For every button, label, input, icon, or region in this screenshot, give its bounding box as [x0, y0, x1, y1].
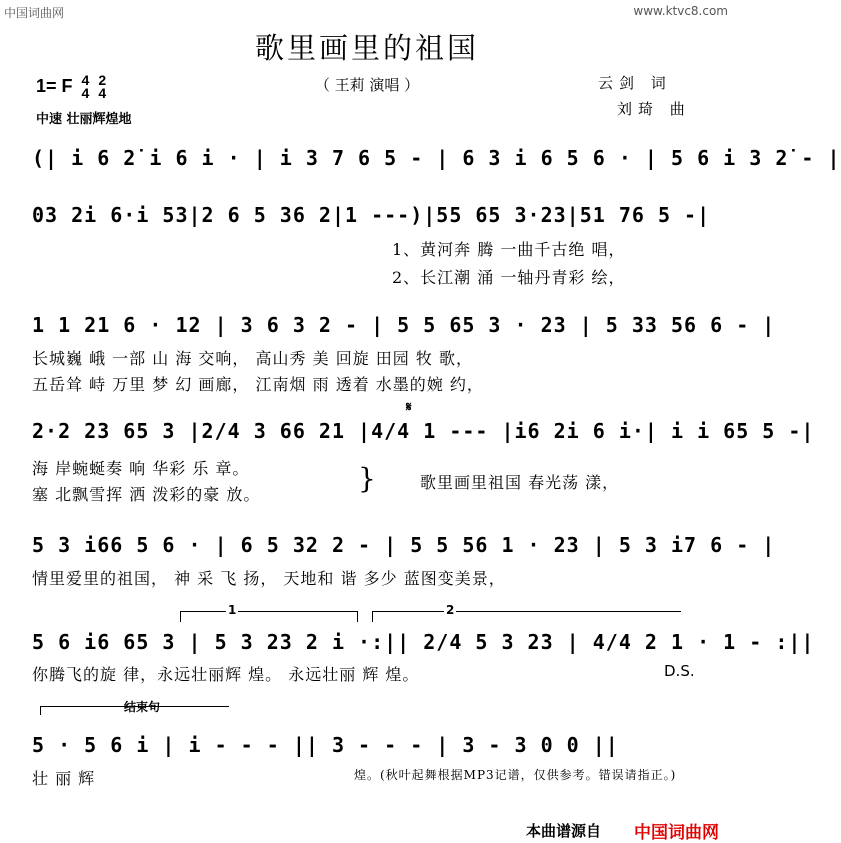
ending-label: 结束句: [124, 700, 161, 714]
time-signature-b: 2 4: [98, 72, 107, 101]
lyric-line-5: 情里爱里的祖国， 神 采 飞 扬， 天地和 谐 多少 蓝图变美景，: [32, 569, 506, 588]
time-signature-a: 4 4: [81, 72, 90, 101]
notation-line-7: 5 · 5 6 i | i - - - || 3 - - - | 3 - 3 0 0 ||: [32, 733, 619, 757]
lyric-line-7-start: 壮 丽 辉: [32, 769, 96, 788]
lyric-line-4-verse-2: 塞 北飘雪挥 洒 泼彩的豪 放。: [32, 485, 261, 504]
volta-2-label: 2: [446, 603, 455, 617]
watermark-left: 中国词曲网: [4, 6, 65, 20]
footer-site-link[interactable]: 中国词曲网: [634, 823, 719, 843]
key-label: 1= F: [36, 75, 73, 96]
lyric-line-6: 你腾飞的旋 律，永远壮丽辉 煌。 永远壮丽 辉 煌。: [32, 665, 420, 684]
lyric-line-2-verse-2: 2、长江潮 涌 一轴丹青彩 绘，: [392, 268, 626, 287]
brace: }: [358, 462, 377, 495]
page-title: 歌里画里的祖国: [254, 31, 479, 65]
notation-line-3: 1 1 21 6 · 12 | 3 6 3 2 - | 5 5 65 3 · 23 | 5 33 56 6 - |: [32, 313, 776, 337]
key-signature: [36, 74, 106, 100]
notation-line-4: 2·2 23 65 3 |2/4 3 66 21 |4/4 1 --- |i6 2i 6 i·| i i 65 5 -|: [32, 419, 815, 443]
lyric-line-2-verse-1: 1、黄河奔 腾 一曲千古绝 唱，: [392, 240, 626, 259]
notation-line-5: 5 3 i66 5 6 · | 6 5 32 2 - | 5 5 56 1 · 23 | 5 3 i7 6 - |: [32, 533, 776, 557]
composer: 刘琦 曲: [617, 100, 691, 118]
volta-1-label: 1: [228, 603, 237, 617]
notation-line-2: 03 2i 6·i 53|2 6 5 36 2|1 ---)|55 65 3·23|51 76 5 -|: [32, 203, 711, 227]
lyricist: 云剑 词: [598, 74, 672, 92]
lyric-line-3-verse-1: 长城巍 峨 一部 山 海 交响， 高山秀 美 回旋 田园 牧 歌，: [32, 349, 473, 368]
lyric-line-7-end-note: 煌。(秋叶起舞根据MP3记谱，仅供参考。错误请指正。): [354, 768, 677, 782]
volta-bracket-2: [372, 611, 681, 622]
performer: （ 王莉 演唱 ）: [314, 76, 420, 94]
notation-line-6: 5 6 i6 65 3 | 5 3 23 2 i ·:|| 2/4 5 3 23 | 4/4 2 1 · 1 - :||: [32, 630, 815, 654]
lyric-line-4-verse-1: 海 岸蜿蜒奏 响 华彩 乐 章。: [32, 459, 250, 478]
footer-label: 本曲谱源自: [526, 822, 602, 840]
lyric-line-4-chorus: 歌里画里祖国 春光荡 漾，: [420, 473, 620, 492]
lyric-line-3-verse-2: 五岳耸 峙 万里 梦 幻 画廊， 江南烟 雨 透着 水墨的婉 约，: [32, 375, 484, 394]
ds-marking: D.S.: [664, 662, 695, 680]
volta-bracket-1: [180, 611, 358, 622]
notation-line-1: (| i 6 2̇ i 6 i · | i 3 7 6 5 - | 6 3 i 6 5 6 · | 5 6 i 3 2̇ - |: [32, 146, 841, 170]
ending-bracket: [40, 706, 229, 715]
watermark-right: www.ktvc8.com: [633, 4, 728, 18]
segno-mark: 𝄋: [406, 400, 412, 415]
tempo-marking: 中速 壮丽辉煌地: [36, 112, 132, 127]
